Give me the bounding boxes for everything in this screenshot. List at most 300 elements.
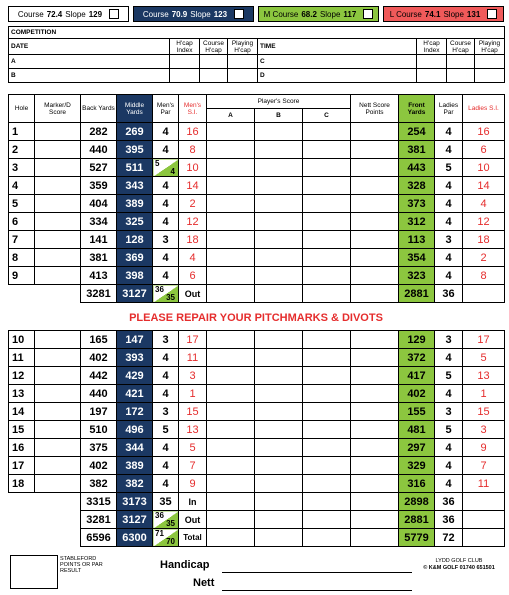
hole-number: 14 — [9, 403, 35, 421]
mens-par: 4 — [153, 177, 179, 195]
mens-par — [153, 159, 179, 177]
ladies-par: 3 — [435, 331, 463, 349]
score-cell[interactable] — [207, 403, 255, 421]
score-cell[interactable] — [303, 141, 351, 159]
middle-yards: 429 — [117, 367, 153, 385]
hole-number: 17 — [9, 457, 35, 475]
front-yards: 323 — [399, 267, 435, 285]
slope-label: Slope — [319, 9, 341, 19]
score-cell[interactable] — [303, 439, 351, 457]
back-nine-table — [8, 330, 505, 547]
marker-score-cell[interactable] — [35, 331, 81, 349]
out-middle-yards: 3127 — [117, 511, 153, 529]
par-green: 35 — [166, 519, 175, 528]
score-cell[interactable] — [207, 231, 255, 249]
front-nine-table — [8, 94, 505, 303]
ladies-par: 4 — [435, 349, 463, 367]
slope-label: Slope — [190, 9, 211, 19]
front-yards: 329 — [399, 457, 435, 475]
score-cell[interactable] — [207, 159, 255, 177]
nett-cell[interactable] — [351, 177, 399, 195]
mens-si: 12 — [179, 213, 207, 231]
score-cell[interactable] — [255, 141, 303, 159]
player-b-playing-hcap[interactable] — [228, 69, 258, 83]
nett-cell[interactable] — [351, 331, 399, 349]
hole-row — [9, 403, 505, 421]
marker-score-cell[interactable] — [35, 159, 81, 177]
middle-yards: 398 — [117, 267, 153, 285]
front-yards: 316 — [399, 475, 435, 493]
club-name: LYDD GOLF CLUB — [435, 558, 483, 564]
front-yards: 254 — [399, 123, 435, 141]
out-back-yards: 3281 — [81, 511, 117, 529]
nett-cell[interactable] — [351, 141, 399, 159]
back-yards: 334 — [81, 213, 117, 231]
nett-label: Nett — [193, 577, 215, 589]
mens-si: 10 — [179, 159, 207, 177]
ladies-par: 5 — [435, 367, 463, 385]
player-d-playing-hcap[interactable] — [475, 69, 505, 83]
nett-cell[interactable] — [351, 285, 399, 303]
mens-si: 5 — [179, 439, 207, 457]
score-cell[interactable] — [303, 159, 351, 177]
players-score-header: Player's Score — [207, 95, 351, 109]
middle-yards-header: Middle Yards — [117, 95, 153, 123]
player-info-table — [8, 26, 505, 83]
out-ladies-par: 36 — [435, 511, 463, 529]
marker-score-cell[interactable] — [35, 231, 81, 249]
stableford-box[interactable] — [10, 555, 58, 589]
nett-cell[interactable] — [351, 403, 399, 421]
score-cell[interactable] — [207, 493, 255, 511]
back-yards: 165 — [81, 331, 117, 349]
score-cell[interactable] — [255, 249, 303, 267]
back-yards: 527 — [81, 159, 117, 177]
player-c-course-hcap[interactable] — [447, 55, 475, 69]
mens-par: 4 — [153, 349, 179, 367]
in-row — [9, 493, 505, 511]
score-cell[interactable] — [303, 457, 351, 475]
hole-number: 12 — [9, 367, 35, 385]
score-cell[interactable] — [303, 421, 351, 439]
hole-row — [9, 385, 505, 403]
out-mens-par — [153, 511, 179, 529]
score-cell[interactable] — [303, 493, 351, 511]
score-cell[interactable] — [207, 439, 255, 457]
hole-header: Hole — [9, 95, 35, 123]
front-yards-header: Front Yards — [399, 95, 435, 123]
hole-number: 9 — [9, 267, 35, 285]
score-cell[interactable] — [207, 141, 255, 159]
nett-cell[interactable] — [351, 493, 399, 511]
out-middle-yards: 3127 — [117, 285, 153, 303]
score-cell[interactable] — [207, 421, 255, 439]
out-row — [9, 285, 505, 303]
score-cell[interactable] — [303, 385, 351, 403]
player-b-column: B — [255, 109, 303, 123]
ladies-si: 12 — [463, 213, 505, 231]
blank-cell — [463, 511, 505, 529]
hole-number: 8 — [9, 249, 35, 267]
middle-yards: 393 — [117, 349, 153, 367]
player-a-name[interactable]: A — [9, 55, 170, 69]
mens-si: 14 — [179, 177, 207, 195]
score-cell[interactable] — [255, 213, 303, 231]
score-cell[interactable] — [303, 367, 351, 385]
course-rating: 68.2 — [301, 9, 317, 19]
score-cell[interactable] — [303, 195, 351, 213]
tee-checkbox[interactable] — [234, 9, 244, 19]
score-cell[interactable] — [303, 213, 351, 231]
total-row — [9, 529, 505, 547]
score-cell[interactable] — [255, 529, 303, 547]
par-green: 70 — [166, 537, 175, 546]
middle-yards: 389 — [117, 195, 153, 213]
front-yards: 354 — [399, 249, 435, 267]
ladies-par-header: Ladies Par — [435, 95, 463, 123]
time-label: TIME — [258, 39, 417, 55]
slope-label: Slope — [443, 9, 464, 19]
ladies-si: 17 — [463, 331, 505, 349]
out-label: Out — [179, 511, 207, 529]
repair-notice: PLEASE REPAIR YOUR PITCHMARKS & DIVOTS — [129, 312, 383, 324]
ladies-par: 5 — [435, 421, 463, 439]
score-cell[interactable] — [255, 349, 303, 367]
out-summary-row — [9, 511, 505, 529]
score-cell[interactable] — [255, 177, 303, 195]
score-cell[interactable] — [207, 511, 255, 529]
back-yards-header: Back Yards — [81, 95, 117, 123]
marker-score-cell[interactable] — [35, 267, 81, 285]
front-yards: 155 — [399, 403, 435, 421]
score-cell[interactable] — [303, 177, 351, 195]
score-cell[interactable] — [303, 231, 351, 249]
marker-score-cell[interactable] — [35, 439, 81, 457]
player-c-name[interactable]: C — [258, 55, 417, 69]
score-cell[interactable] — [303, 285, 351, 303]
back-yards: 404 — [81, 195, 117, 213]
stableford-label: STABLEFORD POINTS OR PAR RESULT — [60, 556, 103, 574]
score-cell[interactable] — [207, 285, 255, 303]
mens-par: 4 — [153, 141, 179, 159]
marker-score-cell[interactable] — [35, 213, 81, 231]
mens-par: 4 — [153, 249, 179, 267]
mens-si: 13 — [179, 421, 207, 439]
front-yards: 129 — [399, 331, 435, 349]
middle-yards: 343 — [117, 177, 153, 195]
ladies-si: 18 — [463, 231, 505, 249]
nett-cell[interactable] — [351, 213, 399, 231]
ladies-si: 15 — [463, 403, 505, 421]
score-cell[interactable] — [207, 213, 255, 231]
handicap-line[interactable] — [222, 572, 412, 573]
hole-row — [9, 231, 505, 249]
hole-number: 10 — [9, 331, 35, 349]
hole-number: 16 — [9, 439, 35, 457]
back-yards: 375 — [81, 439, 117, 457]
score-cell[interactable] — [255, 367, 303, 385]
par-green: 4 — [170, 167, 175, 176]
tee-navy — [133, 6, 254, 22]
blank-cell — [463, 529, 505, 547]
score-cell[interactable] — [207, 177, 255, 195]
ladies-par: 4 — [435, 385, 463, 403]
front-yards: 312 — [399, 213, 435, 231]
score-cell[interactable] — [207, 123, 255, 141]
par-white: 36 — [155, 511, 164, 520]
score-cell[interactable] — [255, 123, 303, 141]
mens-par: 3 — [153, 231, 179, 249]
ladies-par: 4 — [435, 177, 463, 195]
middle-yards: 325 — [117, 213, 153, 231]
player-a-column: A — [207, 109, 255, 123]
hole-row — [9, 439, 505, 457]
middle-yards: 147 — [117, 331, 153, 349]
player-a-course-hcap[interactable] — [200, 55, 228, 69]
nett-cell[interactable] — [351, 529, 399, 547]
par-white: 71 — [155, 529, 164, 538]
nett-cell[interactable] — [351, 267, 399, 285]
tee-green — [258, 6, 379, 22]
player-a-hcap-index[interactable] — [170, 55, 200, 69]
score-cell[interactable] — [255, 195, 303, 213]
hole-row — [9, 475, 505, 493]
mens-si: 18 — [179, 231, 207, 249]
in-label: In — [179, 493, 207, 511]
mens-si: 4 — [179, 249, 207, 267]
blank-cell — [35, 529, 81, 547]
score-cell[interactable] — [207, 249, 255, 267]
score-cell[interactable] — [303, 331, 351, 349]
mens-par: 4 — [153, 123, 179, 141]
out-label: Out — [179, 285, 207, 303]
nett-cell[interactable] — [351, 123, 399, 141]
score-cell[interactable] — [303, 249, 351, 267]
score-cell[interactable] — [207, 529, 255, 547]
front-yards: 328 — [399, 177, 435, 195]
score-cell[interactable] — [303, 403, 351, 421]
back-yards: 402 — [81, 349, 117, 367]
course-hcap-header: Course H'cap — [447, 39, 475, 55]
marker-score-cell[interactable] — [35, 457, 81, 475]
mens-si: 6 — [179, 267, 207, 285]
ladies-par: 4 — [435, 195, 463, 213]
nett-cell[interactable] — [351, 231, 399, 249]
score-cell[interactable] — [207, 367, 255, 385]
back-yards: 402 — [81, 457, 117, 475]
hole-number: 11 — [9, 349, 35, 367]
handicap-label: Handicap — [160, 559, 210, 571]
blank-cell — [463, 493, 505, 511]
score-cell[interactable] — [303, 529, 351, 547]
back-yards: 381 — [81, 249, 117, 267]
marker-score-cell[interactable] — [35, 421, 81, 439]
back-yards: 197 — [81, 403, 117, 421]
mens-par: 4 — [153, 475, 179, 493]
nett-cell[interactable] — [351, 439, 399, 457]
score-cell[interactable] — [207, 475, 255, 493]
score-cell[interactable] — [207, 349, 255, 367]
nett-cell[interactable] — [351, 511, 399, 529]
tee-checkbox[interactable] — [487, 9, 497, 19]
ladies-par: 3 — [435, 403, 463, 421]
middle-yards: 382 — [117, 475, 153, 493]
marker-score-cell[interactable] — [35, 385, 81, 403]
ladies-si: 2 — [463, 249, 505, 267]
nett-cell[interactable] — [351, 159, 399, 177]
marker-score-cell[interactable] — [35, 349, 81, 367]
back-yards: 510 — [81, 421, 117, 439]
ladies-par: 5 — [435, 159, 463, 177]
back-yards: 440 — [81, 141, 117, 159]
nett-cell[interactable] — [351, 249, 399, 267]
player-b-hcap-index[interactable] — [170, 69, 200, 83]
marker-score-cell[interactable] — [35, 249, 81, 267]
player-d-course-hcap[interactable] — [447, 69, 475, 83]
playing-hcap-header: Playing H'cap — [228, 39, 258, 55]
marker-score-cell[interactable] — [35, 141, 81, 159]
mens-par: 4 — [153, 195, 179, 213]
hole-number: 6 — [9, 213, 35, 231]
score-cell[interactable] — [207, 385, 255, 403]
score-cell[interactable] — [207, 457, 255, 475]
score-cell[interactable] — [207, 331, 255, 349]
hole-row — [9, 421, 505, 439]
score-cell[interactable] — [303, 267, 351, 285]
nett-line[interactable] — [222, 590, 412, 591]
mens-si: 1 — [179, 385, 207, 403]
middle-yards: 421 — [117, 385, 153, 403]
score-cell[interactable] — [255, 159, 303, 177]
hcap-index-header: H'cap Index — [417, 39, 447, 55]
score-cell[interactable] — [303, 349, 351, 367]
maker-credit: © K&M GOLF 01740 651501 — [423, 565, 495, 571]
ladies-si: 8 — [463, 267, 505, 285]
total-middle-yards: 6300 — [117, 529, 153, 547]
mens-si: 9 — [179, 475, 207, 493]
slope-label: Slope — [65, 9, 86, 19]
front-yards: 381 — [399, 141, 435, 159]
mens-par: 4 — [153, 457, 179, 475]
hole-row — [9, 349, 505, 367]
marker-score-cell[interactable] — [35, 123, 81, 141]
score-cell[interactable] — [303, 511, 351, 529]
hole-number: 2 — [9, 141, 35, 159]
hole-row — [9, 213, 505, 231]
middle-yards: 496 — [117, 421, 153, 439]
ladies-par: 4 — [435, 123, 463, 141]
hole-number: 5 — [9, 195, 35, 213]
score-cell[interactable] — [255, 403, 303, 421]
nett-score-header: Nett Score Points — [351, 95, 399, 123]
player-c-playing-hcap[interactable] — [475, 55, 505, 69]
score-cell[interactable] — [255, 231, 303, 249]
ladies-si: 7 — [463, 457, 505, 475]
mens-par: 4 — [153, 213, 179, 231]
nett-cell[interactable] — [351, 385, 399, 403]
ladies-si: 11 — [463, 475, 505, 493]
nett-cell[interactable] — [351, 421, 399, 439]
marker-score-cell[interactable] — [35, 177, 81, 195]
tee-checkbox[interactable] — [109, 9, 119, 19]
out-ladies-par: 36 — [435, 285, 463, 303]
middle-yards: 269 — [117, 123, 153, 141]
hole-row — [9, 123, 505, 141]
par-green: 35 — [166, 293, 175, 302]
nett-cell[interactable] — [351, 367, 399, 385]
player-b-course-hcap[interactable] — [200, 69, 228, 83]
score-cell[interactable] — [207, 267, 255, 285]
score-cell[interactable] — [303, 123, 351, 141]
mens-par: 5 — [153, 421, 179, 439]
ladies-si: 4 — [463, 195, 505, 213]
marker-score-cell[interactable] — [35, 195, 81, 213]
score-cell[interactable] — [255, 385, 303, 403]
player-b-name[interactable]: B — [9, 69, 170, 83]
score-cell[interactable] — [255, 439, 303, 457]
middle-yards: 511 — [117, 159, 153, 177]
ladies-si: 13 — [463, 367, 505, 385]
front-yards: 297 — [399, 439, 435, 457]
score-cell[interactable] — [255, 457, 303, 475]
nett-cell[interactable] — [351, 475, 399, 493]
back-yards: 413 — [81, 267, 117, 285]
middle-yards: 344 — [117, 439, 153, 457]
course-rating: 70.9 — [171, 9, 188, 19]
player-c-hcap-index[interactable] — [417, 55, 447, 69]
player-d-hcap-index[interactable] — [417, 69, 447, 83]
nett-cell[interactable] — [351, 457, 399, 475]
ladies-si: 6 — [463, 141, 505, 159]
middle-yards: 128 — [117, 231, 153, 249]
mens-par: 4 — [153, 439, 179, 457]
front-yards: 443 — [399, 159, 435, 177]
ladies-par: 4 — [435, 475, 463, 493]
score-cell[interactable] — [303, 475, 351, 493]
score-cell[interactable] — [255, 475, 303, 493]
in-ladies-par: 36 — [435, 493, 463, 511]
marker-score-cell[interactable] — [35, 367, 81, 385]
out-front-yards: 2881 — [399, 511, 435, 529]
ladies-si-header: Ladies S.I. — [463, 95, 505, 123]
total-label: Total — [179, 529, 207, 547]
score-cell[interactable] — [255, 511, 303, 529]
middle-yards: 395 — [117, 141, 153, 159]
score-cell[interactable] — [207, 195, 255, 213]
marker-score-cell[interactable] — [35, 475, 81, 493]
player-a-playing-hcap[interactable] — [228, 55, 258, 69]
score-cell[interactable] — [255, 421, 303, 439]
marker-score-cell[interactable] — [35, 403, 81, 421]
front-yards: 402 — [399, 385, 435, 403]
hole-row — [9, 457, 505, 475]
score-cell[interactable] — [255, 267, 303, 285]
total-back-yards: 6596 — [81, 529, 117, 547]
hole-row — [9, 177, 505, 195]
hole-row — [9, 367, 505, 385]
nett-cell[interactable] — [351, 195, 399, 213]
player-d-name[interactable]: D — [258, 69, 417, 83]
front-yards: 481 — [399, 421, 435, 439]
score-cell[interactable] — [255, 493, 303, 511]
score-cell[interactable] — [255, 285, 303, 303]
tee-checkbox[interactable] — [363, 9, 373, 19]
player-c-column: C — [303, 109, 351, 123]
hole-number: 4 — [9, 177, 35, 195]
nett-cell[interactable] — [351, 349, 399, 367]
score-cell[interactable] — [255, 331, 303, 349]
hole-number: 1 — [9, 123, 35, 141]
